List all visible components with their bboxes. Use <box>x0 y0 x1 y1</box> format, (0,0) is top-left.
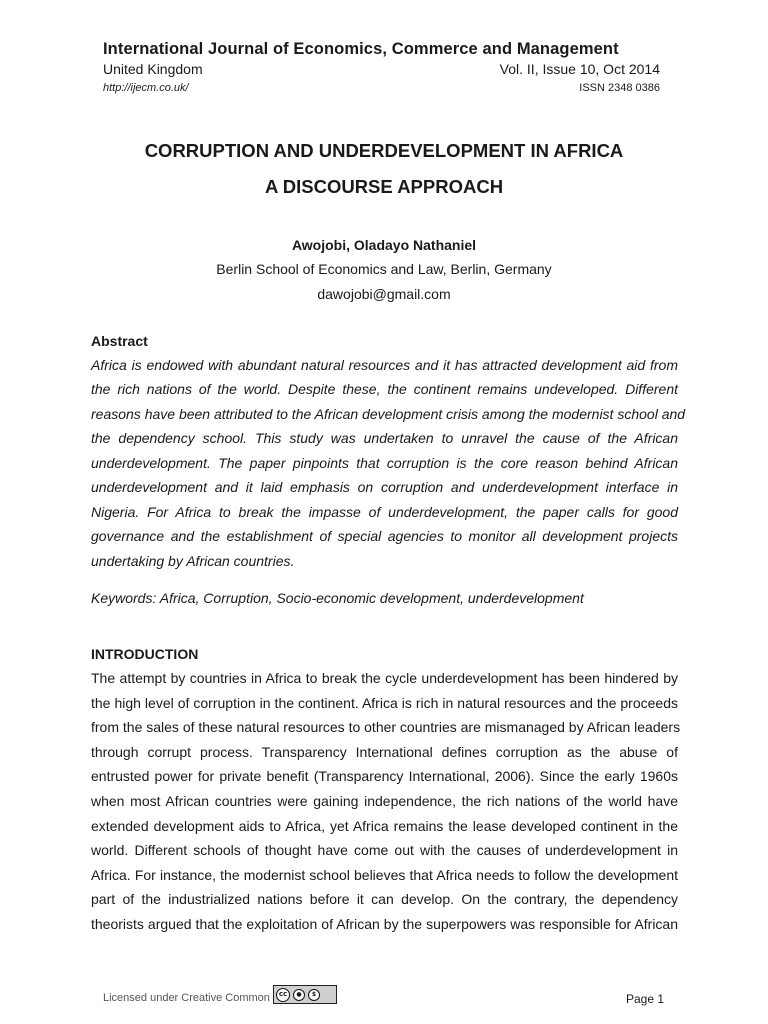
introduction-line: entrusted power for private benefit (Transparency International, 2006). Since the early 1960s <box>91 768 678 784</box>
introduction-line: extended development aids to Africa, yet Africa remains the lease developed continent in the <box>91 818 678 834</box>
introduction-line: from the sales of these natural resources to other countries are mismanaged by African leaders <box>91 719 681 735</box>
abstract-line: underdevelopment. The paper pinpoints that corruption is the core reason behind African <box>91 455 678 471</box>
paper-title-line-2: A DISCOURSE APPROACH <box>264 176 504 197</box>
journal-title: International Journal of Economics, Commerce and Management <box>103 40 619 58</box>
introduction-line: theorists argued that the exploitation of African by the superpowers was responsible for African <box>91 916 678 932</box>
abstract-heading: Abstract <box>91 333 148 349</box>
noncommercial-icon: $ <box>308 989 320 1001</box>
journal-country: United Kingdom <box>103 61 203 77</box>
header-row-2 <box>103 82 660 94</box>
introduction-line: The attempt by countries in Africa to break the cycle underdevelopment has been hindered by <box>91 670 678 686</box>
author-affiliation: Berlin School of Economics and Law, Berlin, Germany <box>216 261 552 277</box>
page-number: Page 1 <box>626 992 665 1006</box>
introduction-line: when most African countries were gaining independence, the rich nations of the world have <box>91 793 678 809</box>
introduction-line: Africa. For instance, the modernist school believes that Africa needs to follow the development <box>91 867 678 883</box>
footer-license-text: Licensed under Creative Common <box>103 992 270 1004</box>
introduction-heading: INTRODUCTION <box>91 646 199 662</box>
journal-volume: Vol. II, Issue 10, Oct 2014 <box>499 61 660 77</box>
journal-issn: ISSN 2348 0386 <box>579 82 660 94</box>
introduction-line: through corrupt process. Transparency International defines corruption as the abuse of <box>91 744 678 760</box>
abstract-line: underdevelopment and it laid emphasis on corruption and underdevelopment interface in <box>91 479 678 495</box>
introduction-line: the high level of corruption in the continent. Africa is rich in natural resources and the proceeds <box>91 695 678 711</box>
paper-title-line-1: CORRUPTION AND UNDERDEVELOPMENT IN AFRICA <box>144 140 624 161</box>
cc-icon: cc <box>276 988 290 1002</box>
header-row-1 <box>103 61 660 77</box>
abstract-line: undertaking by African countries. <box>91 553 295 569</box>
by-person-icon: ● <box>293 989 305 1001</box>
abstract-line: Africa is endowed with abundant natural resources and it has attracted development aid from <box>91 357 678 373</box>
introduction-line: world. Different schools of thought have come out with the causes of underdevelopment in <box>91 842 678 858</box>
author-email[interactable]: dawojobi@gmail.com <box>317 286 451 302</box>
author-name: Awojobi, Oladayo Nathaniel <box>291 237 477 253</box>
cc-by-nc-badge-icon[interactable] <box>273 985 337 1004</box>
abstract-line: the rich nations of the world. Despite these, the continent remains undeveloped. Different <box>91 381 678 397</box>
keywords: Keywords: Africa, Corruption, Socio-economic development, underdevelopment <box>91 590 584 606</box>
abstract-line: the dependency school. This study was undertaken to unravel the cause of the African <box>91 430 678 446</box>
introduction-line: part of the industrialized nations before it can develop. On the contrary, the dependency <box>91 891 678 907</box>
journal-url-link[interactable]: http://ijecm.co.uk/ <box>103 82 189 94</box>
abstract-line: reasons have been attributed to the African development crisis among the modernist school and <box>91 406 686 422</box>
abstract-line: governance and the establishment of special agencies to monitor all development projects <box>91 528 678 544</box>
abstract-line: Nigeria. For Africa to break the impasse of underdevelopment, the paper calls for good <box>91 504 678 520</box>
